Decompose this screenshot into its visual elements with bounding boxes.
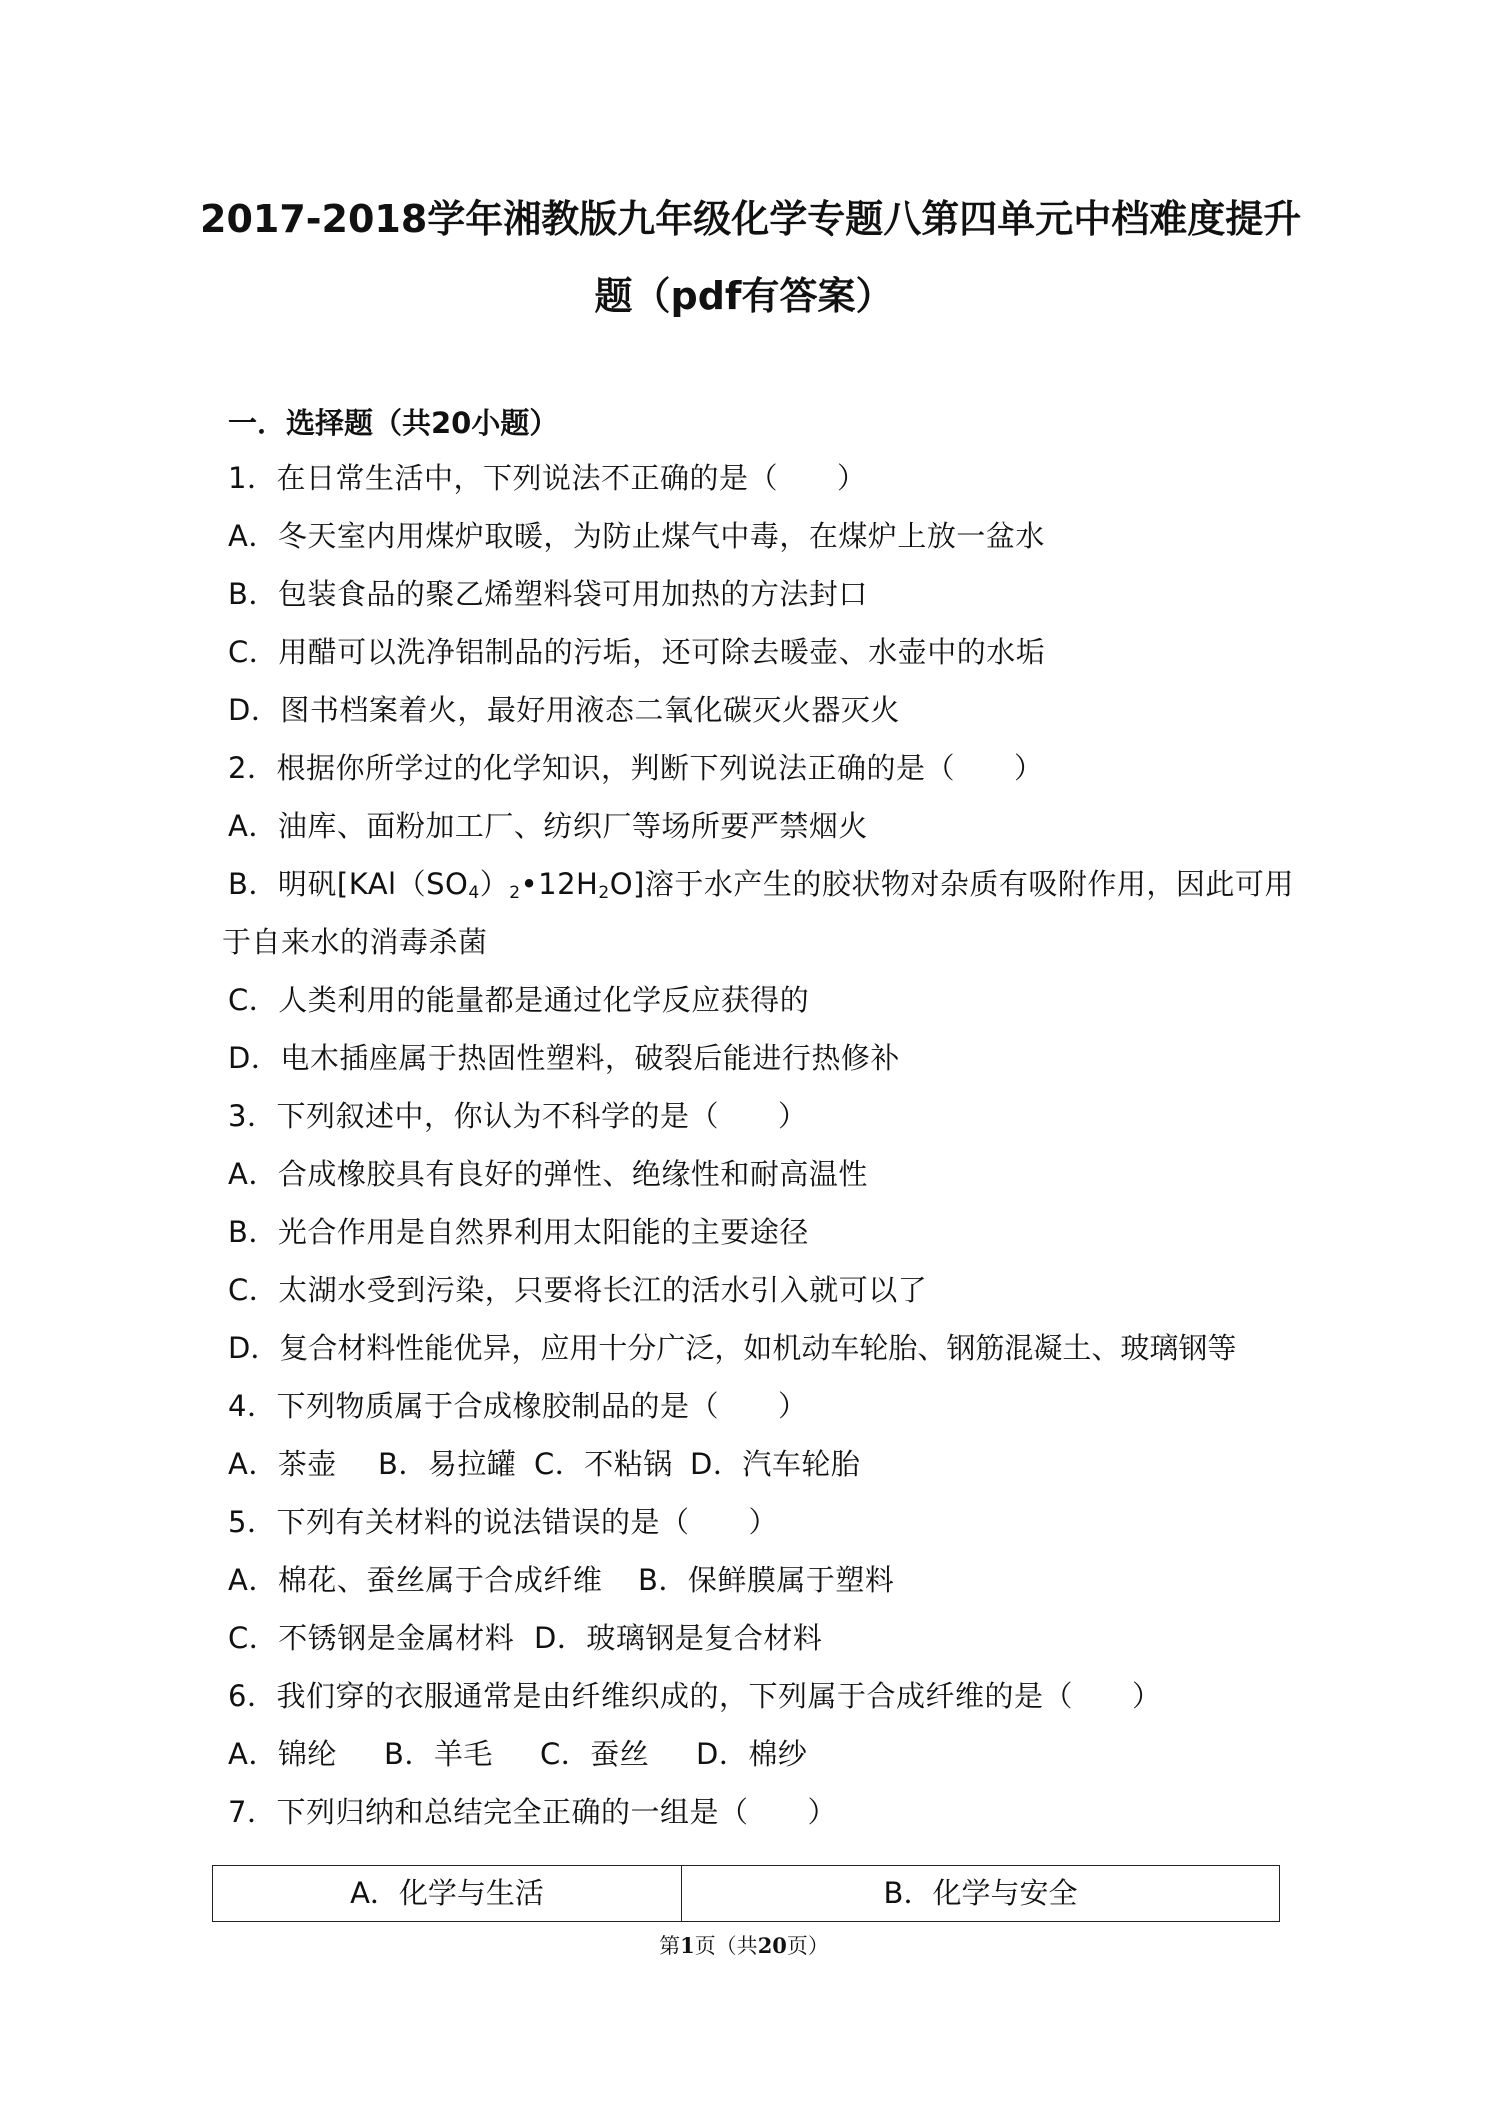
question-5-options-row2 (228, 1621, 823, 1655)
question-6-option-d: D．棉纱 (696, 1737, 808, 1771)
section-heading: 一．选择题（共20小题） (228, 406, 559, 440)
question-3-option-b: B．光合作用是自然界利用太阳能的主要途径 (228, 1215, 809, 1249)
question-2-option-d: D．电木插座属于热固性塑料，破裂后能进行热修补 (228, 1041, 900, 1075)
question-7-stem: 7．下列归纳和总结完全正确的一组是（ ） (228, 1795, 837, 1829)
question-3-option-c: C．太湖水受到污染，只要将长江的活水引入就可以了 (228, 1273, 928, 1307)
table-cell-b: B．化学与安全 (883, 1876, 1078, 1910)
formula-text: ） (479, 867, 510, 901)
question-6-option-b: B．羊毛 (384, 1737, 493, 1771)
formula-subscript: 4 (468, 883, 480, 903)
question-3-option-d: D．复合材料性能优异，应用十分广泛，如机动车轮胎、钢筋混凝土、玻璃钢等 (228, 1331, 1237, 1365)
question-2-option-a: A．油库、面粉加工厂、纺织厂等场所要严禁烟火 (228, 809, 868, 843)
question-2-option-c: C．人类利用的能量都是通过化学反应获得的 (228, 983, 810, 1017)
footer-page-number: 1 (680, 1933, 695, 1958)
table-cell-a: A．化学与生活 (213, 1866, 682, 1921)
question-6-option-c: C．蚕丝 (540, 1737, 650, 1771)
footer-mid: 页（共 (694, 1934, 758, 1958)
question-1-option-c: C．用醋可以洗净铝制品的污垢，还可除去暖壶、水壶中的水垢 (228, 635, 1046, 669)
page-footer (0, 1935, 1488, 1957)
question-6-option-a: A．锦纶 (228, 1737, 337, 1771)
question-1-option-b: B．包装食品的聚乙烯塑料袋可用加热的方法封口 (228, 577, 868, 611)
footer-prefix: 第 (659, 1934, 681, 1958)
question-2-option-b-continued: 于自来水的消毒杀菌 (222, 925, 488, 959)
formula-subscript: 2 (598, 883, 610, 903)
document-title-line2: 题（pdf有答案） (594, 274, 894, 318)
question-4-option-b: B．易拉罐 (378, 1447, 517, 1481)
question-4-option-c: C．不粘锅 (534, 1447, 673, 1481)
question-4-option-d: D．汽车轮胎 (690, 1447, 861, 1481)
question-5-option-c: C．不锈钢是金属材料 (228, 1621, 515, 1655)
question-4-option-a: A．茶壶 (228, 1447, 367, 1481)
question-5-option-b: B．保鲜膜属于塑料 (638, 1563, 895, 1597)
footer-total-pages: 20 (757, 1933, 787, 1958)
question-1-option-d: D．图书档案着火，最好用液态二氧化碳灭火器灭火 (228, 693, 900, 727)
question-3-stem: 3．下列叙述中，你认为不科学的是（ ） (228, 1099, 808, 1133)
question-5-option-a: A．棉花、蚕丝属于合成纤维 (228, 1563, 603, 1597)
footer-suffix: 页） (786, 1934, 829, 1958)
question-6-stem: 6．我们穿的衣服通常是由纤维织成的，下列属于合成纤维的是（ ） (228, 1679, 1162, 1713)
question-6-options (228, 1737, 808, 1771)
question-1-option-a: A．冬天室内用煤炉取暖，为防止煤气中毒，在煤炉上放一盆水 (228, 519, 1045, 553)
question-2-stem: 2．根据你所学过的化学知识，判断下列说法正确的是（ ） (228, 751, 1044, 785)
question-4-stem: 4．下列物质属于合成橡胶制品的是（ ） (228, 1389, 808, 1423)
document-title-line1: 2017-2018学年湘教版九年级化学专题八第四单元中档难度提升 (200, 197, 1302, 241)
question-3-option-a: A．合成橡胶具有良好的弹性、绝缘性和耐高温性 (228, 1157, 868, 1191)
question-4-options (228, 1447, 861, 1481)
formula-text: •12H (520, 867, 599, 901)
formula-subscript: 2 (509, 883, 521, 903)
formula-text: B．明矾[KAl（SO (228, 867, 469, 901)
formula-text: O]溶于水产生的胶状物对杂质有吸附作用，因此可用 (609, 867, 1294, 901)
question-2-option-b (228, 867, 1294, 903)
question-5-option-d: D．玻璃钢是复合材料 (534, 1621, 823, 1655)
question-5-stem: 5．下列有关材料的说法错误的是（ ） (228, 1505, 778, 1539)
question-1-stem: 1．在日常生活中，下列说法不正确的是（ ） (228, 461, 867, 495)
question-7-table (212, 1865, 1280, 1922)
question-5-options-row1 (228, 1563, 895, 1597)
